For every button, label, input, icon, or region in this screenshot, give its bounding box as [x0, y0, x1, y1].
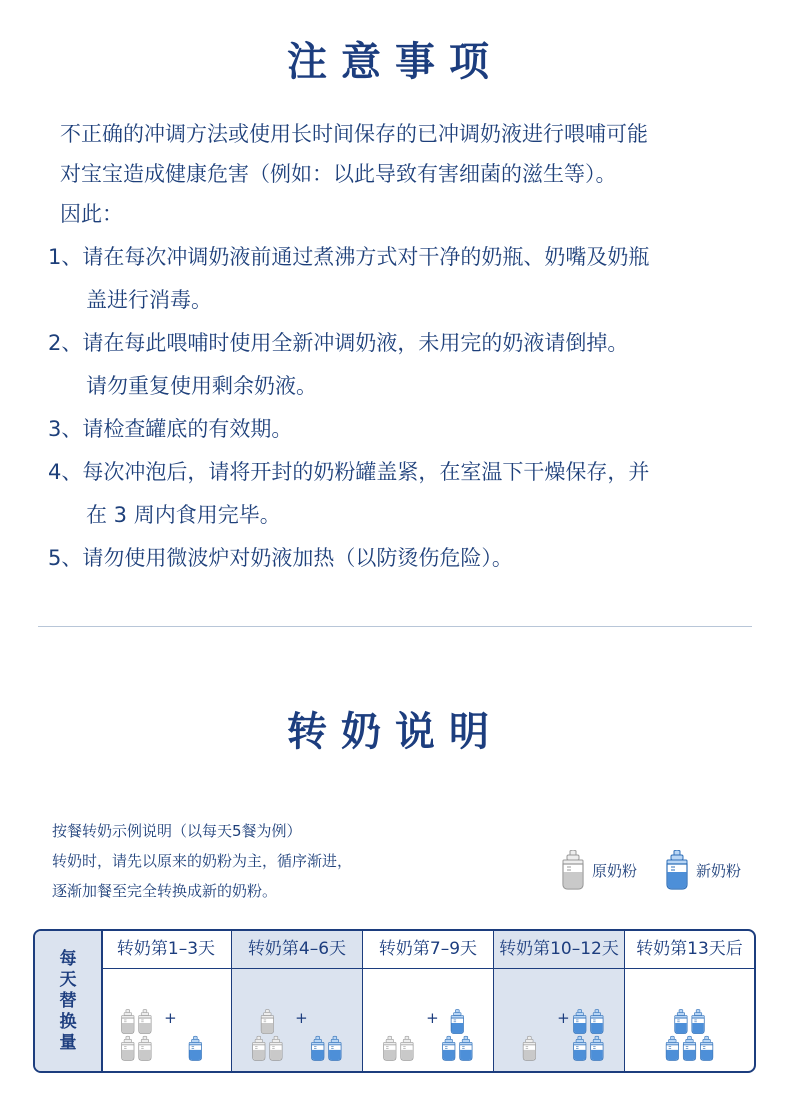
old-bottle-icon [560, 850, 586, 890]
item-number: 2、 [48, 331, 83, 355]
stage-bottles [494, 969, 624, 1071]
new-bottle-icon [683, 1036, 695, 1060]
daily-replacement-label: 每 天 替 换 量 [35, 931, 103, 1071]
new-bottle-icon [692, 1009, 704, 1033]
desc-line-2: 转奶时，请先以原来的奶粉为主，循序渐进， [52, 852, 353, 870]
new-bottle-icon [443, 1036, 455, 1060]
plus-sign: + [295, 1009, 308, 1027]
plus-sign: + [557, 1009, 570, 1027]
new-bottle-icon [460, 1036, 472, 1060]
new-bottle-icon [664, 850, 690, 890]
old-bottle-icon [122, 1036, 134, 1060]
old-bottle-icon [384, 1036, 396, 1060]
old-bottle-icon [139, 1036, 151, 1060]
notice-item-1 [48, 236, 768, 322]
old-bottle-icon [270, 1036, 282, 1060]
stage-bottles [363, 969, 493, 1071]
item-number: 3、 [48, 417, 83, 441]
stage-column [232, 931, 363, 1071]
item-line-1: 请勿使用微波炉对奶液加热（以防烫伤危险）。 [82, 546, 513, 570]
old-bottle-icon [122, 1009, 134, 1033]
notice-item-3 [48, 408, 768, 451]
bottle-group [101, 969, 232, 1071]
new-bottle-icon [189, 1036, 201, 1060]
intro-therefore: 因此： [60, 202, 123, 226]
item-number: 5、 [48, 546, 83, 570]
item-line-1: 请在每此喂哺时使用全新冲调奶液，未用完的奶液请倒掉。 [82, 331, 629, 355]
stage-column [363, 931, 494, 1071]
stage-bottles [232, 969, 362, 1071]
intro-line-2: 对宝宝造成健康危害（例如：以此导致有害细菌的滋生等）。 [60, 162, 617, 186]
notice-list [48, 236, 768, 580]
plus-sign: + [164, 1009, 177, 1027]
notice-intro [60, 114, 760, 234]
plus-sign: + [426, 1009, 439, 1027]
transition-description [52, 816, 352, 906]
new-bottle-icon [329, 1036, 341, 1060]
stage-label: 转奶第13天后 [625, 931, 754, 969]
legend-old-formula [560, 850, 637, 890]
old-bottle-icon [563, 850, 583, 889]
desc-line-1: 按餐转奶示例说明（以每天5餐为例） [52, 822, 302, 840]
stage-bottles [625, 969, 754, 1071]
item-line-1: 每次冲泡后，请将开封的奶粉罐盖紧，在室温下干燥保存，并 [82, 460, 650, 484]
item-line-2: 在 3 周内食用完毕。 [86, 503, 281, 527]
stage-column [625, 931, 754, 1071]
transition-title: 转奶说明 [287, 709, 503, 755]
new-bottle-icon [666, 1036, 678, 1060]
notice-title: 注意事项 [287, 39, 503, 85]
notice-item-5 [48, 537, 768, 580]
new-bottle-icon [574, 1036, 586, 1060]
bottle-group [625, 969, 754, 1071]
item-line-2: 盖进行消毒。 [86, 288, 212, 312]
item-line-1: 请检查罐底的有效期。 [82, 417, 293, 441]
stage-column [494, 931, 625, 1071]
notice-item-2 [48, 322, 768, 408]
new-bottle-icon [451, 1009, 463, 1033]
desc-line-3: 逐渐加餐至完全转换成新的奶粉。 [52, 882, 278, 900]
bottle-group [494, 969, 625, 1071]
intro-line-1: 不正确的冲调方法或使用长时间保存的已冲调奶液进行喂哺可能 [60, 122, 648, 146]
item-number: 1、 [48, 245, 83, 269]
section-divider [38, 626, 752, 627]
stage-label: 转奶第1–3天 [101, 931, 231, 969]
old-bottle-icon [139, 1009, 151, 1033]
item-line-2: 请勿重复使用剩余奶液。 [86, 374, 317, 398]
stage-label: 转奶第4–6天 [232, 931, 362, 969]
stage-label: 转奶第10–12天 [494, 931, 624, 969]
notice-item-4 [48, 451, 768, 537]
new-bottle-icon [700, 1036, 712, 1060]
old-bottle-icon [401, 1036, 413, 1060]
new-bottle-icon [591, 1009, 603, 1033]
stage-column [101, 931, 232, 1071]
old-bottle-icon [261, 1009, 273, 1033]
legend-new-formula [664, 850, 741, 890]
legend-new-label: 新奶粉 [696, 861, 742, 880]
old-bottle-icon [253, 1036, 265, 1060]
item-line-1: 请在每次冲调奶液前通过煮沸方式对干净的奶瓶、奶嘴及奶瓶 [82, 245, 650, 269]
new-bottle-icon [312, 1036, 324, 1060]
old-bottle-icon [523, 1036, 535, 1060]
new-bottle-icon [574, 1009, 586, 1033]
stage-label: 转奶第7–9天 [363, 931, 493, 969]
transition-table [33, 929, 756, 1073]
new-bottle-icon [591, 1036, 603, 1060]
stage-bottles [101, 969, 231, 1071]
legend-old-label: 原奶粉 [592, 861, 638, 880]
new-bottle-icon [667, 850, 687, 889]
bottle-group [363, 969, 494, 1071]
item-number: 4、 [48, 460, 83, 484]
bottle-group [232, 969, 363, 1071]
new-bottle-icon [675, 1009, 687, 1033]
